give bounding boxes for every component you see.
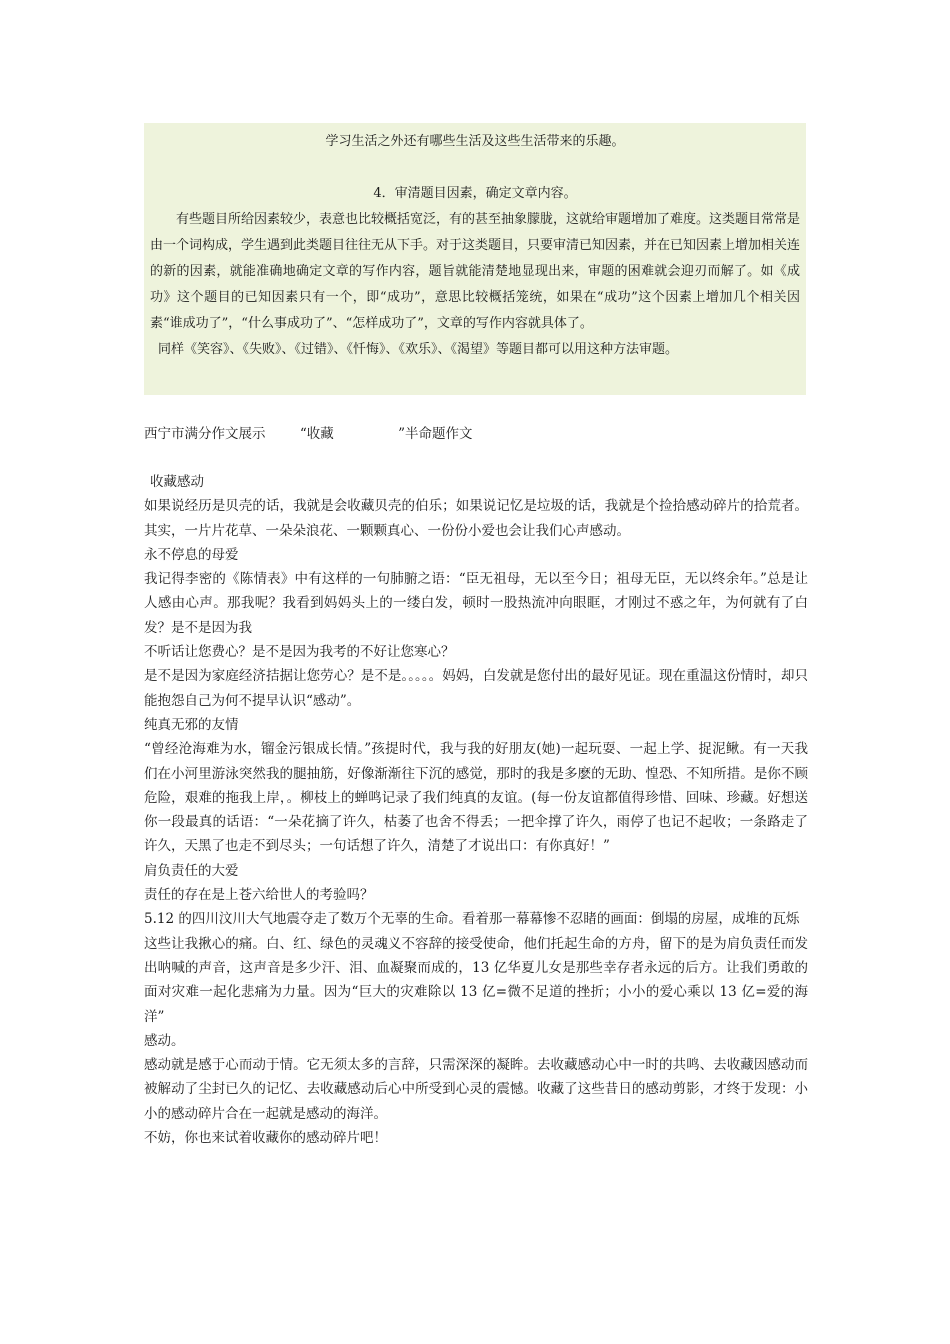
excerpt-line-1: 学习生活之外还有哪些生活及这些生活带来的乐趣。	[325, 134, 625, 149]
essay-paragraph: 是不是因为家庭经济拮据让您劳心？是不是。。。。。妈妈，白发就是您付出的最好见证。现在重温这份情时，却只能抱怨自己为何不提早认识“感动”。	[144, 668, 808, 709]
essay-paragraph: 感动就是感于心而动于情。它无须太多的言辞，只需深深的凝眸。去收藏感动心中一时的共鸣、去收藏因感动而被解动了尘封已久的记忆、去收藏感动后心中所受到心灵的震憾。收藏了这些昔日的感动剪影，才终于发现：小小的感动碎片合在一起就是感动的海洋。	[144, 1057, 808, 1122]
essay-showcase-heading: 西宁市满分作文展示 “收藏 ”半命题作文	[144, 426, 473, 442]
essay-body	[144, 470, 808, 1150]
essay-paragraph: 5.12 的四川汶川大气地震夺走了数万个无辜的生命。看着那一幕幕惨不忍睹的画面：倒塌的房屋，成堆的瓦烁	[144, 911, 800, 928]
blank-line	[150, 155, 800, 181]
essay-paragraph: 不妨，你也来试着收藏你的感动碎片吧！	[144, 1130, 387, 1147]
essay-title: 收藏感动	[150, 474, 204, 490]
essay-subheading: 肩负责任的大爱	[144, 862, 239, 879]
essay-subheading: 永不停息的母爱	[144, 546, 239, 563]
section-heading-4: 4．审清题目因素，确定文章内容。	[373, 186, 577, 201]
excerpt-paragraph-2: 同样《笑容》、《失败》、《过错》、《忏悔》、《欢乐》、《渴望》等题目都可以用这种方法审题。	[158, 342, 679, 357]
essay-paragraph: 这些让我揪心的痛。白、红、绿色的灵魂义不容辞的接受使命，他们托起生命的方舟，留下的是为肩负责任而发出呐喊的声音，这声音是多少汗、泪、血凝聚而成的，13 亿华夏儿女是那些幸存者永远的后方。让我们勇敢的面对灾难一起化悲痛为力量。因为“巨大的灾难除以 13 亿=微不足道的挫折；小小的爱心乘以 13 亿=爱的海洋”	[144, 935, 808, 1025]
essay-paragraph: 我记得李密的《陈情表》中有这样的一句肺腑之语：“臣无祖母，无以至今日；祖母无臣，无以终余年。”总是让人感由心声。那我呢？我看到妈妈头上的一缕白发，顿时一股热流冲向眼眶，才刚过不惑之年，为何就有了白发？是不是因为我	[144, 571, 808, 636]
essay-subheading: 感动。	[144, 1032, 185, 1049]
highlighted-excerpt-box	[144, 123, 806, 395]
excerpt-paragraph: 有些题目所给因素较少，表意也比较概括宽泛，有的甚至抽象朦胧，这就给审题增加了难度。这类题目常常是由一个词构成，学生遇到此类题目往往无从下手。对于这类题目，只要审清已知因素，并在已知因素上增加相关连的新的因素，就能准确地确定文章的写作内容，题旨就能清楚地显现出来，审题的困难就会迎刃而解了。如《成功》这个题目的已知因素只有一个，即“成功”，意思比较概括笼统，如果在“成功”这个因素上增加几个相关因素“谁成功了”，“什么事成功了”、“怎样成功了”，文章的写作内容就具体了。	[150, 212, 801, 331]
essay-paragraph: “曾经沧海难为水，镏金污银成长情。”孩提时代，我与我的好朋友(她)一起玩耍、一起上学、捉泥鳅。有一天我们在小河里游泳突然我的腿抽筋，好像渐渐往下沉的感觉，那时的我是多麽的无助、惶恐、不知所措。是你不顾危险，艰难的拖我上岸，。柳枝上的蝉鸣记录了我们纯真的友谊。(每一份友谊都值得珍惜、回味、珍藏。好想送你一段最真的话语：“一朵花摘了许久，枯萎了也舍不得丢；一把伞撑了许久，雨停了也记不起收；一条路走了许久，天黑了也走不到尽头；一句话想了许久，清楚了才说出口：有你真好！”	[144, 741, 808, 855]
essay-paragraph: 责任的存在是上苍六给世人的考验吗？	[144, 887, 374, 904]
essay-paragraph: 如果说经历是贝壳的话，我就是会收藏贝壳的伯乐；如果说记忆是垃圾的话，我就是个捡拾感动碎片的拾荒者。其实，一片片花草、一朵朵浪花、一颗颗真心、一份份小爱也会让我们心声感动。	[144, 498, 808, 539]
essay-paragraph: 不听话让您费心？是不是因为我考的不好让您寒心？	[144, 644, 455, 661]
essay-subheading: 纯真无邪的友情	[144, 716, 239, 733]
